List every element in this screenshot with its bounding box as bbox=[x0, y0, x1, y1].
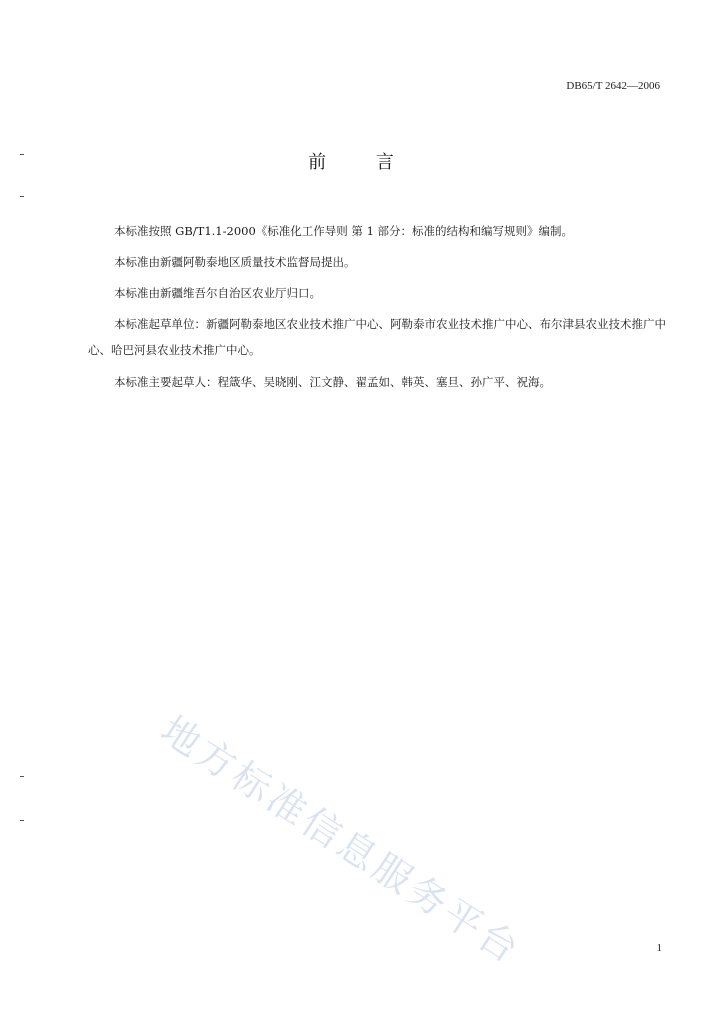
paragraph-compilation-basis: 本标准按照 GB/T1.1-2000《标准化工作导则 第 1 部分：标准的结构和编写规则》编制。 bbox=[114, 224, 574, 238]
paragraph-administrator: 本标准由新疆维吾尔自治区农业厅归口。 bbox=[114, 286, 321, 300]
watermark-text: 地方标准信息服务平台 bbox=[153, 707, 530, 974]
standard-number: DB65/T 2642—2006 bbox=[566, 80, 660, 92]
margin-mark bbox=[20, 196, 24, 197]
paragraph-drafters: 本标准主要起草人：程箴华、吴晓刚、江文静、翟孟如、韩英、塞旦、孙广平、祝海。 bbox=[114, 375, 551, 389]
page-number: 1 bbox=[656, 942, 662, 954]
paragraph-proposer: 本标准由新疆阿勒泰地区质量技术监督局提出。 bbox=[114, 255, 356, 269]
paragraph-drafting-units: 本标准起草单位：新疆阿勒泰地区农业技术推广中心、阿勒泰市农业技术推广中心、布尔津县农业技术推广中心、哈巴河县农业技术推广中心。 bbox=[88, 317, 666, 357]
margin-mark bbox=[20, 154, 24, 155]
margin-mark bbox=[20, 776, 24, 777]
margin-mark bbox=[20, 820, 24, 821]
page-title: 前 言 bbox=[308, 152, 416, 173]
foreword-body bbox=[88, 216, 666, 398]
